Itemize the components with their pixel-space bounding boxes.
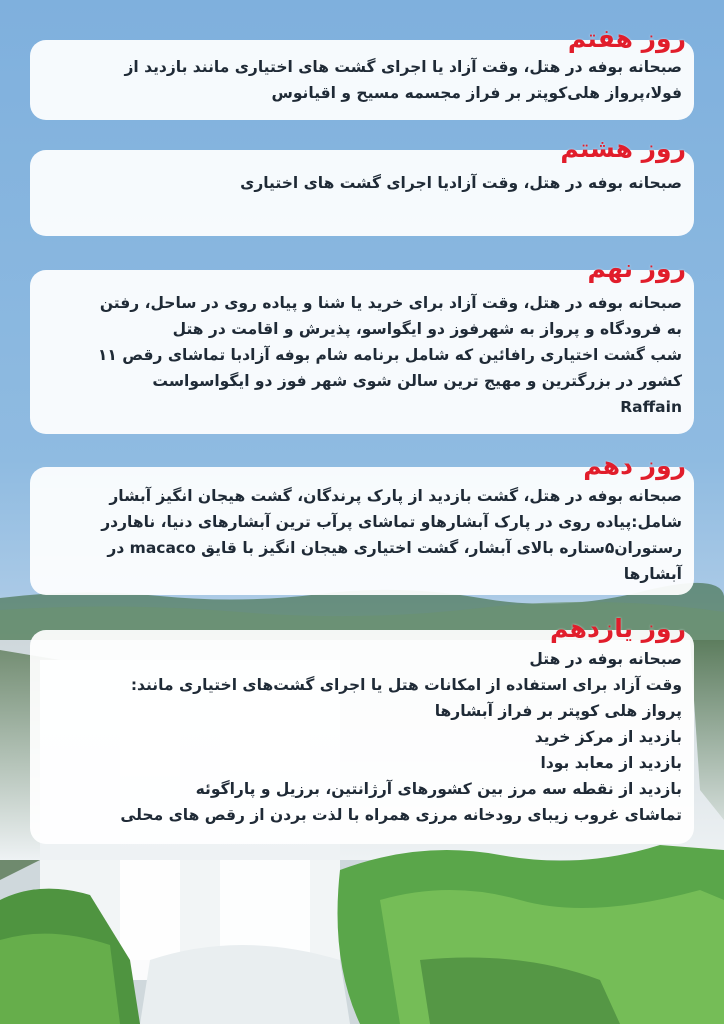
day-11-title: روز یازدهم — [550, 614, 686, 643]
day-7-title: روز هفتم — [567, 24, 686, 53]
day-9-title: روز نهم — [587, 254, 686, 283]
day-8-card — [30, 134, 694, 236]
day-10-title: روز دهم — [583, 451, 686, 480]
day-9-card — [30, 254, 694, 434]
day-9-description: صبحانه بوفه در هتل، وقت آزاد برای خرید یا شنا و پیاده روی در ساحل، رفتن به فرودگاه و پرواز به شهرفوز دو ایگواسو، پذیرش و اقامت در هتل شب گشت اختیاری رافائین که شامل برنامه شام بوفه آزادبا تماشای رقص ۱۱ کشور در بزرگترین و مهیج ترین سالن شوی شهر فوز دو ایگواسواست Raffain — [97, 294, 682, 416]
day-8-description: صبحانه بوفه در هتل، وقت آزادیا اجرای گشت های اختیاری — [240, 174, 682, 192]
day-10-card — [30, 451, 694, 595]
day-7-description: صبحانه بوفه در هتل، وقت آزاد یا اجرای گشت های اختیاری مانند بازدید از فولا،پرواز هلی‌کوپتر بر فراز مجسمه مسیح و اقیانوس — [124, 58, 682, 102]
day-11-card — [30, 614, 694, 844]
day-7-card — [30, 24, 694, 120]
day-8-title: روز هشتم — [560, 134, 686, 163]
day-11-description: صبحانه بوفه در هتل وقت آزاد برای استفاده از امکانات هتل یا اجرای گشت‌های اختیاری مانند: پرواز هلی کوپتر بر فراز آبشارها بازدید از مرکز خرید بازدید از معابد بودا بازدید از نقطه سه مرز بین کشورهای آرژانتین، برزیل و پاراگوئه تماشای غروب زیبای رودخانه مرزی همراه با لذت بردن از رقص های محلی — [120, 650, 682, 824]
day-10-description: صبحانه بوفه در هتل، گشت بازدید از پارک پرندگان، گشت هیجان انگیز آبشار شامل:پیاده روی در پارک آبشارهاو تماشای پرآب ترین آبشارهای دنیا، ناهاردر رستوران۵ستاره بالای آبشار، گشت اختیاری هیجان انگیز با قایق macaco در آبشارها — [101, 487, 682, 583]
